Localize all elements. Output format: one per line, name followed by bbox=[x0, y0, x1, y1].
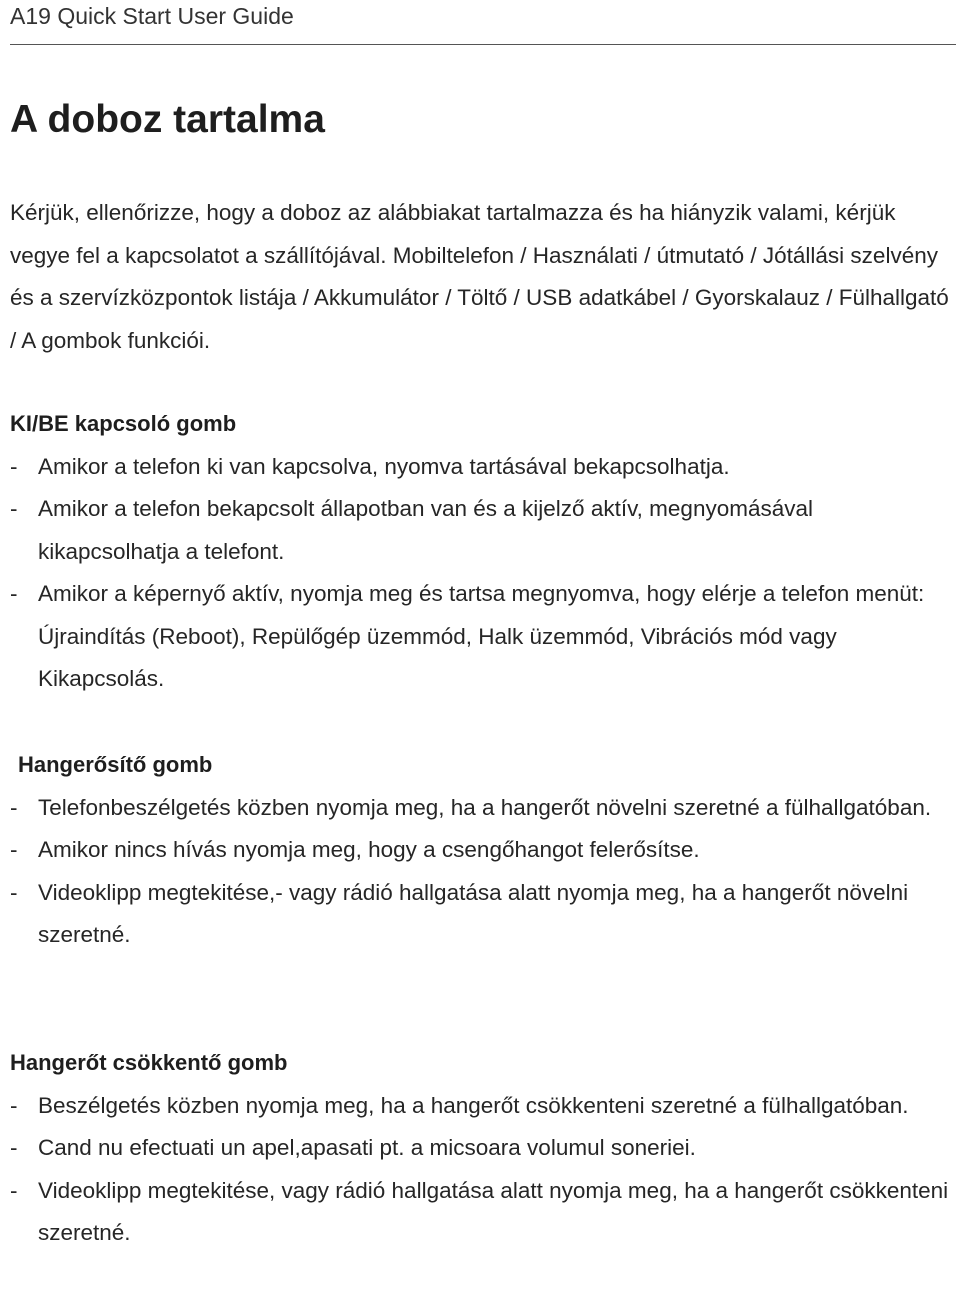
section-title: Hangerősítő gomb bbox=[18, 752, 213, 777]
section-volume-up-button bbox=[10, 744, 950, 957]
list-item-text: Videoklipp megtekitése, vagy rádió hallgatása alatt nyomja meg, ha a hangerőt csökkenteni szeretné. bbox=[38, 1177, 949, 1245]
list-item bbox=[10, 1170, 950, 1255]
bullet-dash: - bbox=[10, 1092, 18, 1118]
bullet-dash: - bbox=[10, 581, 18, 606]
list-item-text: Videoklipp megtekitése,- vagy rádió hallgatása alatt nyomja meg, ha a hangerőt növelni szeretné. bbox=[38, 879, 909, 947]
list-item-text: Amikor nincs hívás nyomja meg, hogy a csengőhangot felerősítse. bbox=[38, 837, 700, 862]
list-item bbox=[10, 787, 950, 830]
bullet-dash: - bbox=[10, 879, 18, 905]
bullet-list bbox=[10, 446, 950, 701]
list-item bbox=[10, 573, 950, 701]
list-item-text: Amikor a képernyő aktív, nyomja meg és tartsa megnyomva, hogy elérje a telefon menüt: Újraindítás (Reboot), Repülőgép üzemmód, Halk üzemmód, Vibrációs mód vagy Kikapcsolás. bbox=[38, 581, 925, 691]
bullet-dash: - bbox=[10, 1177, 18, 1203]
bullet-dash: - bbox=[10, 837, 18, 862]
list-item bbox=[10, 872, 950, 957]
bullet-dash: - bbox=[10, 453, 18, 479]
bullet-dash: - bbox=[10, 496, 18, 521]
section-title: Hangerőt csökkentő gomb bbox=[10, 1050, 288, 1075]
list-item-text: Beszélgetés közben nyomja meg, ha a hangerőt csökkenteni szeretné a fülhallgatóban. bbox=[38, 1092, 909, 1118]
list-item bbox=[10, 488, 950, 573]
bullet-list bbox=[10, 1085, 950, 1255]
intro-paragraph: Kérjük, ellenőrizze, hogy a doboz az alábbiakat tartalmazza és ha hiányzik valami, kérjük vegye fel a kapcsolatot a szállítójával. Mobiltelefon / Használati / útmutató / Jótállási szelvény és a szervízközpontok listája / Akkumulátor / Töltő / USB adatkábel / Gyorskalauz / Fülhallgató / A gombok funkciói. bbox=[10, 200, 949, 353]
list-item bbox=[10, 829, 950, 872]
list-item-text: Telefonbeszélgetés közben nyomja meg, ha a hangerőt növelni szeretné a fülhallgatóban. bbox=[38, 794, 932, 820]
section-title: KI/BE kapcsoló gomb bbox=[10, 411, 237, 436]
list-item bbox=[10, 446, 950, 489]
header-divider bbox=[10, 44, 956, 45]
page-title: A doboz tartalma bbox=[10, 98, 325, 141]
bullet-list bbox=[10, 787, 950, 957]
list-item bbox=[10, 1085, 950, 1128]
bullet-dash: - bbox=[10, 794, 18, 820]
section-power-button bbox=[10, 403, 950, 701]
list-item-text: Cand nu efectuati un apel,apasati pt. a micsoara volumul soneriei. bbox=[38, 1135, 696, 1160]
section-volume-down-button bbox=[10, 1042, 950, 1255]
list-item-text: Amikor a telefon bekapcsolt állapotban van és a kijelző aktív, megnyomásával kikapcsolhatja a telefont. bbox=[38, 496, 813, 564]
bullet-dash: - bbox=[10, 1135, 18, 1160]
document-header: A19 Quick Start User Guide bbox=[10, 3, 294, 29]
list-item bbox=[10, 1127, 950, 1170]
list-item-text: Amikor a telefon ki van kapcsolva, nyomva tartásával bekapcsolhatja. bbox=[38, 453, 730, 479]
